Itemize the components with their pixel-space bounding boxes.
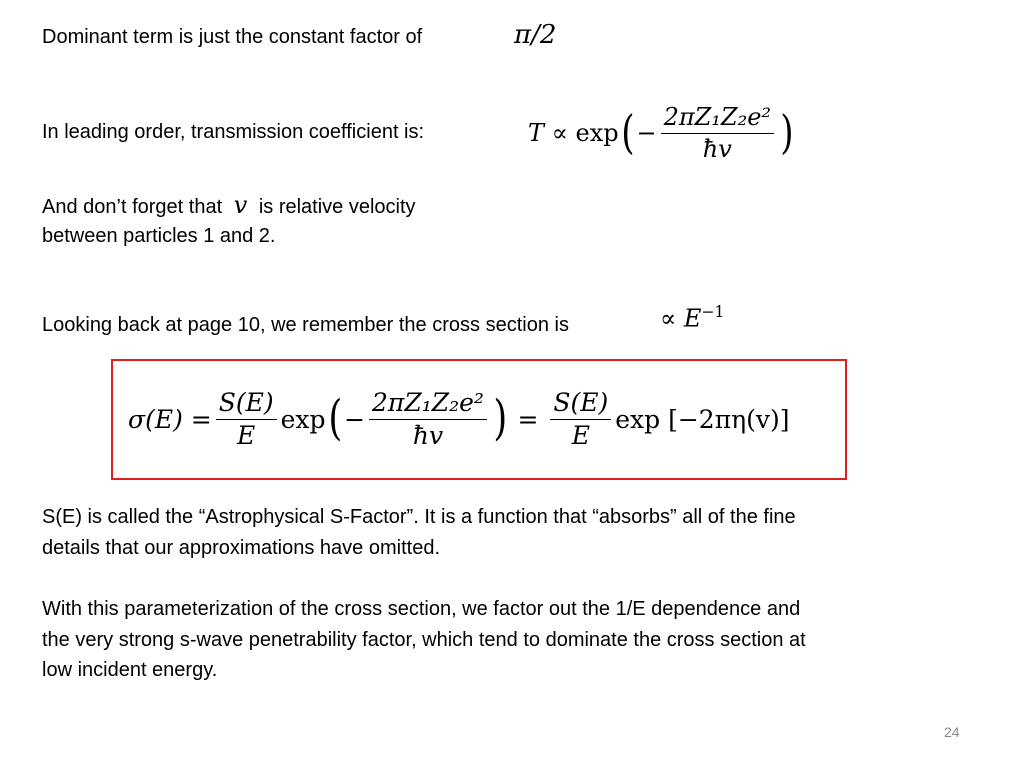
transmission-coefficient-text: In leading order, transmission coefficient is: — [42, 121, 425, 143]
dominant-term-text: Dominant term is just the constant factor of — [42, 26, 423, 48]
forget-velocity-text: And don’t forget that v is relative velocity — [42, 191, 416, 219]
parameterization-paragraph-line3: low incident energy. — [42, 659, 218, 681]
s-factor-paragraph-line1: S(E) is called the “Astrophysical S-Factor”. It is a function that “absorbs” all of the fine — [42, 506, 796, 528]
cross-section-equation: σ(E) = $\frac{S(E)}{E}$ exp ( − $\frac{\text{2πZ₁Z₂e²}}{ħv}$ ) = $\frac{S(E)}{E}$ exp [−2πη(v)] — [128, 388, 790, 450]
velocity-symbol: v — [233, 191, 248, 219]
slide-number: 24 — [944, 724, 960, 740]
parameterization-paragraph-line1: With this parameterization of the cross section, we factor out the 1/E dependence and — [42, 598, 801, 620]
forget-velocity-text-line2: between particles 1 and 2. — [42, 225, 276, 247]
inverse-energy-formula: ∝ $E^{-1}$ — [660, 303, 725, 333]
s-factor-paragraph-line2: details that our approximations have omitted. — [42, 537, 440, 559]
parameterization-paragraph-line2: the very strong s-wave penetrability factor, which tend to dominate the cross section at — [42, 629, 806, 651]
cross-section-text: Looking back at page 10, we remember the cross section is — [42, 314, 569, 336]
pi-over-two-formula: π/2 — [514, 20, 557, 50]
transmission-formula: T ∝ exp ( − $\frac{\text{2πZ₁Z₂e²}}{ħv}$ ) — [528, 103, 794, 163]
